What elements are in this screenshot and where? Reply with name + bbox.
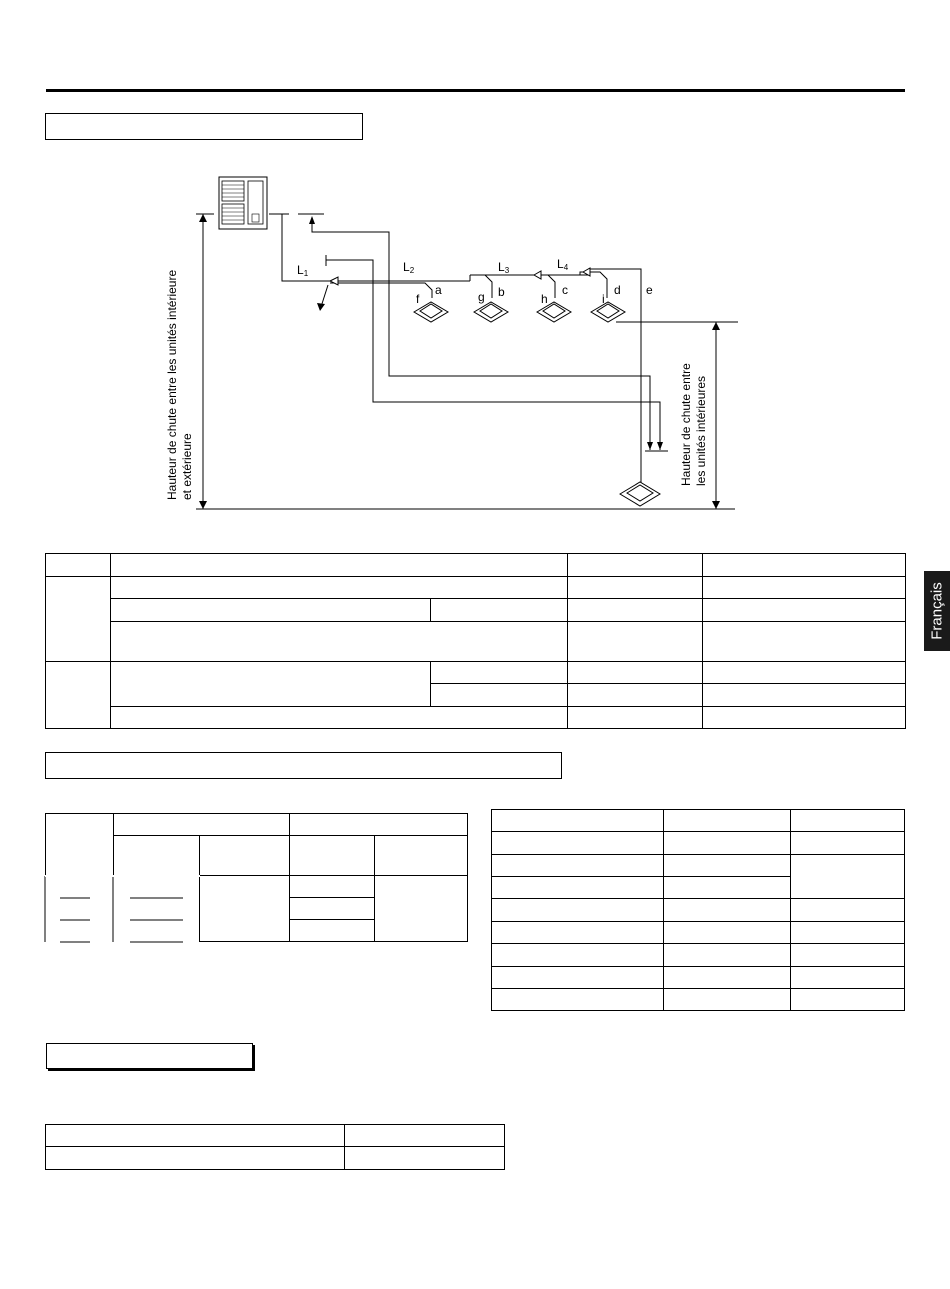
point-label-a: a (435, 283, 442, 297)
outdoor-indoor-height-label-line2: et extérieure (180, 433, 194, 500)
indoor-height-label-line1: Hauteur de chute entre (679, 363, 693, 486)
section-header-box-3 (46, 1043, 253, 1069)
point-label-f: f (416, 292, 420, 306)
point-label-c: c (562, 283, 568, 297)
point-label-e: e (646, 283, 653, 297)
point-label-b: b (498, 285, 505, 299)
point-label-i: i (602, 292, 605, 306)
point-label-d: d (614, 283, 621, 297)
language-tab (924, 571, 950, 651)
segment-label-l2: L2 (403, 260, 415, 275)
language-tab-label: Français (928, 582, 946, 640)
refrigerant-table (45, 1124, 505, 1170)
outdoor-indoor-height-label-line1: Hauteur de chute entre les unités intérieure (165, 269, 179, 500)
point-label-h: h (541, 292, 548, 306)
segment-label-l4: L4 (557, 257, 569, 272)
pipe-size-table-right (491, 809, 905, 1011)
segment-label-l3: L3 (498, 260, 510, 275)
point-label-g: g (478, 290, 485, 304)
segment-label-l1: L1 (297, 263, 309, 278)
indoor-height-label-line2: les unités intérieures (694, 375, 708, 486)
